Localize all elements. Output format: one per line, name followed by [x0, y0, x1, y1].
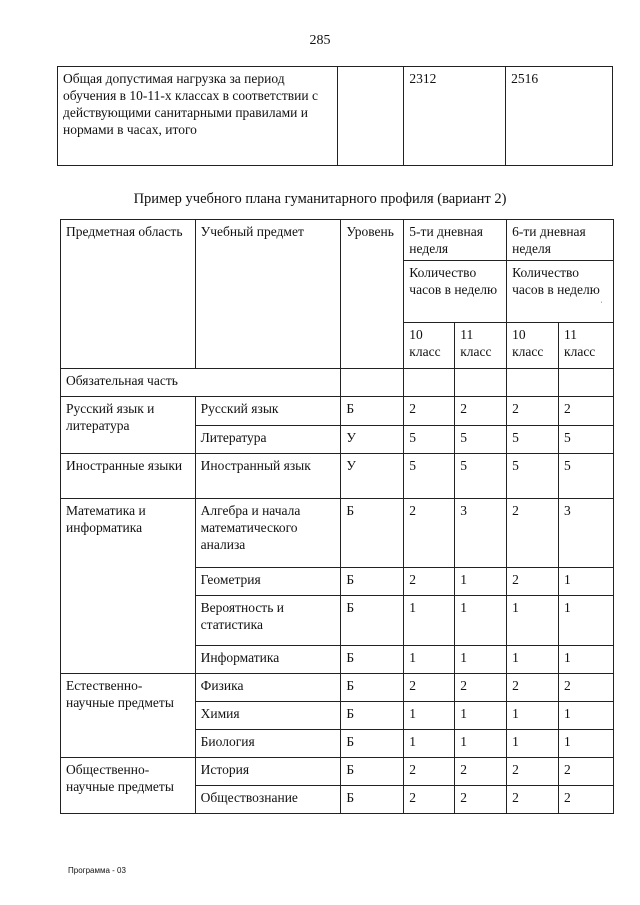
- hours-5day-grade10: 2: [404, 397, 455, 426]
- scan-mark: ˈ: [600, 300, 603, 310]
- hours-5day-grade10: 5: [404, 454, 455, 499]
- hours-5day-grade11: 1: [455, 568, 507, 596]
- level-cell: Б: [341, 730, 404, 758]
- subject-cell: Литература: [195, 426, 341, 454]
- page-number: 285: [309, 33, 331, 48]
- mandatory-label: Обязательная часть: [61, 369, 341, 397]
- subject-cell: Биология: [195, 730, 341, 758]
- hours-5day-grade10: 2: [404, 674, 455, 702]
- hours-6day-grade11: 3: [559, 499, 614, 568]
- level-cell: Б: [341, 568, 404, 596]
- hours-6day-grade10: 2: [507, 758, 559, 786]
- area-cell: Общественно-научные предметы: [61, 758, 196, 814]
- header-area: Предметная область: [61, 220, 196, 369]
- hours-6day-grade11: 1: [559, 596, 614, 646]
- hours-5day-grade10: 2: [404, 568, 455, 596]
- header-week5: 5-ти дневная неделя: [404, 220, 507, 261]
- hours-5day-grade11: 5: [455, 454, 507, 499]
- hours-6day-grade10: 2: [507, 674, 559, 702]
- hours-6day-grade11: 5: [559, 454, 614, 499]
- level-cell: Б: [341, 646, 404, 674]
- summary-total-6day: 2516: [506, 67, 613, 166]
- subject-cell: Алгебра и начала математического анализа: [195, 499, 341, 568]
- footer-text: Программа - 03: [68, 866, 126, 875]
- header-5day-grade11: 11 класс: [455, 323, 507, 369]
- hours-5day-grade10: 2: [404, 786, 455, 814]
- curriculum-table: [60, 219, 614, 814]
- hours-5day-grade10: 2: [404, 758, 455, 786]
- header-6day-grade10: 10 класс: [507, 323, 559, 369]
- subject-cell: Русский язык: [195, 397, 341, 426]
- hours-5day-grade11: 5: [455, 426, 507, 454]
- level-cell: Б: [341, 596, 404, 646]
- hours-5day-grade11: 1: [455, 702, 507, 730]
- level-cell: Б: [341, 702, 404, 730]
- hours-6day-grade11: 2: [559, 758, 614, 786]
- hours-5day-grade11: 2: [455, 674, 507, 702]
- hours-6day-grade11: 2: [559, 674, 614, 702]
- subject-cell: Иностранный язык: [195, 454, 341, 499]
- summary-total-5day: 2312: [404, 67, 506, 166]
- hours-6day-grade10: 2: [507, 499, 559, 568]
- level-cell: Б: [341, 499, 404, 568]
- hours-5day-grade11: 2: [455, 758, 507, 786]
- hours-6day-grade11: 2: [559, 786, 614, 814]
- subject-cell: История: [195, 758, 341, 786]
- hours-6day-grade10: 2: [507, 397, 559, 426]
- summary-label: Общая допустимая нагрузка за период обучения в 10-11-х классах в соответствии с действующими санитарными правилами и нормами в часах, итого: [58, 67, 338, 166]
- hours-6day-grade11: 1: [559, 568, 614, 596]
- level-cell: У: [341, 454, 404, 499]
- hours-6day-grade10: 1: [507, 596, 559, 646]
- header-hours-6day: Количество часов в неделю: [507, 261, 614, 323]
- hours-6day-grade10: 1: [507, 646, 559, 674]
- subject-cell: Физика: [195, 674, 341, 702]
- hours-5day-grade11: 1: [455, 596, 507, 646]
- hours-5day-grade11: 2: [455, 397, 507, 426]
- hours-5day-grade10: 5: [404, 426, 455, 454]
- subject-cell: Геометрия: [195, 568, 341, 596]
- area-cell: Математика и информатика: [61, 499, 196, 674]
- hours-5day-grade10: 1: [404, 596, 455, 646]
- header-week6: 6-ти дневная неделя: [507, 220, 614, 261]
- header-subject: Учебный предмет: [195, 220, 341, 369]
- hours-5day-grade11: 2: [455, 786, 507, 814]
- area-cell: Естественно-научные предметы: [61, 674, 196, 758]
- summary-table: [57, 66, 613, 166]
- header-row-1: [61, 220, 614, 261]
- table-row: [61, 454, 614, 499]
- mandatory-row: [61, 369, 614, 397]
- hours-5day-grade10: 1: [404, 646, 455, 674]
- hours-6day-grade10: 1: [507, 702, 559, 730]
- area-cell: Иностранные языки: [61, 454, 196, 499]
- header-level: Уровень: [341, 220, 404, 369]
- table-caption: Пример учебного плана гуманитарного профиля (вариант 2): [133, 191, 507, 207]
- hours-5day-grade11: 1: [455, 730, 507, 758]
- table-row: [61, 499, 614, 568]
- level-cell: Б: [341, 674, 404, 702]
- hours-6day-grade11: 5: [559, 426, 614, 454]
- subject-cell: Вероятность и статистика: [195, 596, 341, 646]
- hours-6day-grade11: 1: [559, 702, 614, 730]
- hours-6day-grade11: 2: [559, 397, 614, 426]
- header-hours-5day: Количество часов в неделю: [404, 261, 507, 323]
- level-cell: У: [341, 426, 404, 454]
- header-6day-grade11: 11 класс: [559, 323, 614, 369]
- level-cell: Б: [341, 758, 404, 786]
- table-row: [61, 674, 614, 702]
- summary-level: [337, 67, 404, 166]
- area-cell: Русский язык и литература: [61, 397, 196, 454]
- hours-6day-grade11: 1: [559, 730, 614, 758]
- hours-6day-grade10: 5: [507, 426, 559, 454]
- hours-6day-grade10: 5: [507, 454, 559, 499]
- hours-6day-grade10: 2: [507, 568, 559, 596]
- table-row: [61, 397, 614, 426]
- hours-5day-grade10: 1: [404, 702, 455, 730]
- hours-5day-grade11: 1: [455, 646, 507, 674]
- level-cell: Б: [341, 397, 404, 426]
- hours-5day-grade10: 1: [404, 730, 455, 758]
- hours-5day-grade10: 2: [404, 499, 455, 568]
- hours-6day-grade10: 2: [507, 786, 559, 814]
- header-5day-grade10: 10 класс: [404, 323, 455, 369]
- hours-6day-grade10: 1: [507, 730, 559, 758]
- summary-row: [58, 67, 613, 166]
- subject-cell: Информатика: [195, 646, 341, 674]
- subject-cell: Химия: [195, 702, 341, 730]
- hours-5day-grade11: 3: [455, 499, 507, 568]
- level-cell: Б: [341, 786, 404, 814]
- subject-cell: Обществознание: [195, 786, 341, 814]
- table-row: [61, 758, 614, 786]
- hours-6day-grade11: 1: [559, 646, 614, 674]
